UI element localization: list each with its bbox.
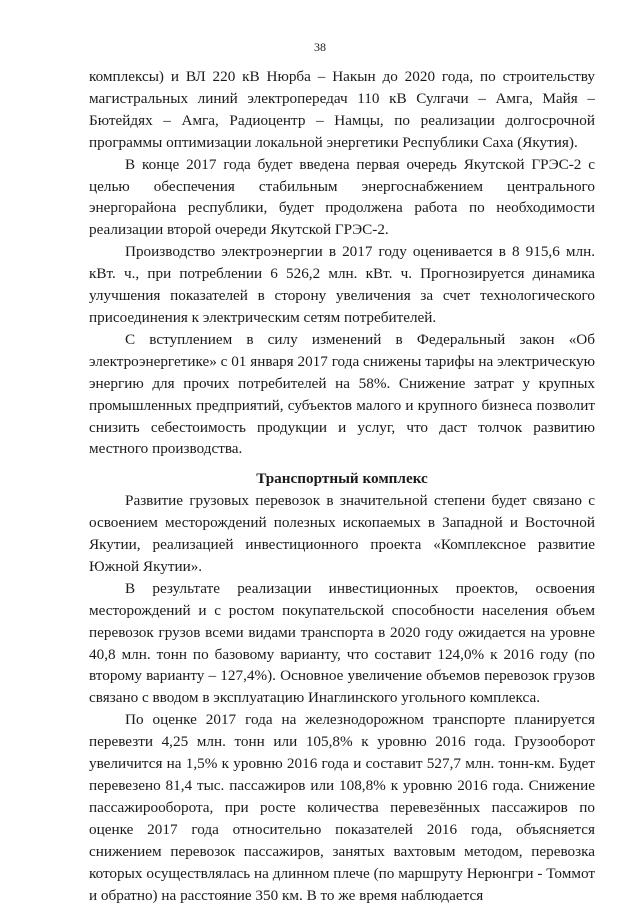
paragraph-electricity-production: Производство электроэнергии в 2017 году оценивается в 8 915,6 млн. кВт. ч., при потреблении 6 526,2 млн. кВт. ч. Прогнозируется динамика улучшения показателей в сторону увеличения за счет технологического присоединения к электрическим сетям потребителей. xyxy=(89,243,595,326)
paragraph-grес-2: В конце 2017 года будет введена первая очередь Якутской ГРЭС-2 с целью обеспечения стабильным энергоснабжением центрального энергорайона республики, будет продолжена работа по необходимости реализации второй очереди Якутской ГРЭС-2. xyxy=(89,155,595,239)
paragraph-tariffs: С вступлением в силу изменений в Федеральный закон «Об электроэнергетике» с 01 января 2017 года снижены тарифы на электрическую энергию для прочих потребителей на 58%. Снижение затрат у крупных промышленных предприятий, субъектов малого и крупного бизнеса позволит снизить себестоимость продукции и услуг, что даст толчок развитию местного производства. xyxy=(89,330,595,458)
paragraph-cargo-development: Развитие грузовых перевозок в значительной степени будет связано с освоением месторождений полезных ископаемых в Западной и Восточной Якутии, реализацией инвестиционного проекта «Комплексное развитие Южной Якутии». xyxy=(89,492,595,575)
page-number: 38 xyxy=(314,40,326,54)
paragraph-continuation: комплексы) и ВЛ 220 кВ Нюрба – Накын до 2020 года, по строительству магистральных линий электропередач 110 кВ Сулгачи – Амга, Майя – Бютейдях – Амга, Радиоцентр – Намцы, по реализации долгосрочной программы оптимизации локальной энергетики Республики Саха (Якутия). xyxy=(89,68,595,151)
paragraph-cargo-volume: В результате реализации инвестиционных проектов, освоения месторождений и с ростом покупательской способности населения объем перевозок грузов всеми видами транспорта в 2020 году ожидается на уровне 40,8 млн. тонн по базовому варианту, что составит 124,0% к 2016 году (по второму варианту – 127,4%). Основное увеличение объемов перевозок грузов связано с вводом в эксплуатацию Инаглинского угольного комплекса. xyxy=(89,579,595,707)
section-heading-transport: Транспортный комплекс xyxy=(256,470,428,488)
document-body xyxy=(89,66,595,906)
paragraph-railway: По оценке 2017 года на железнодорожном транспорте планируется перевезти 4,25 млн. тонн или 105,8% к уровню 2016 года. Грузооборот увеличится на 1,5% к уровню 2016 года и составит 527,7 млн. тонн-км. Будет перевезено 81,4 тыс. пассажиров или 108,8% к уровню 2016 года. Снижение пассажирооборота, при росте количества перевезённых пассажиров по оценке 2017 года относительно показателей 2016 года, объясняется снижением перевозок пассажиров, занятых вахтовым методом, перевозка которых осуществлялась на длинном плече (по маршруту Нерюнгри - Томмот и обратно) на расстояние 350 км. В то же время наблюдается xyxy=(89,711,595,904)
